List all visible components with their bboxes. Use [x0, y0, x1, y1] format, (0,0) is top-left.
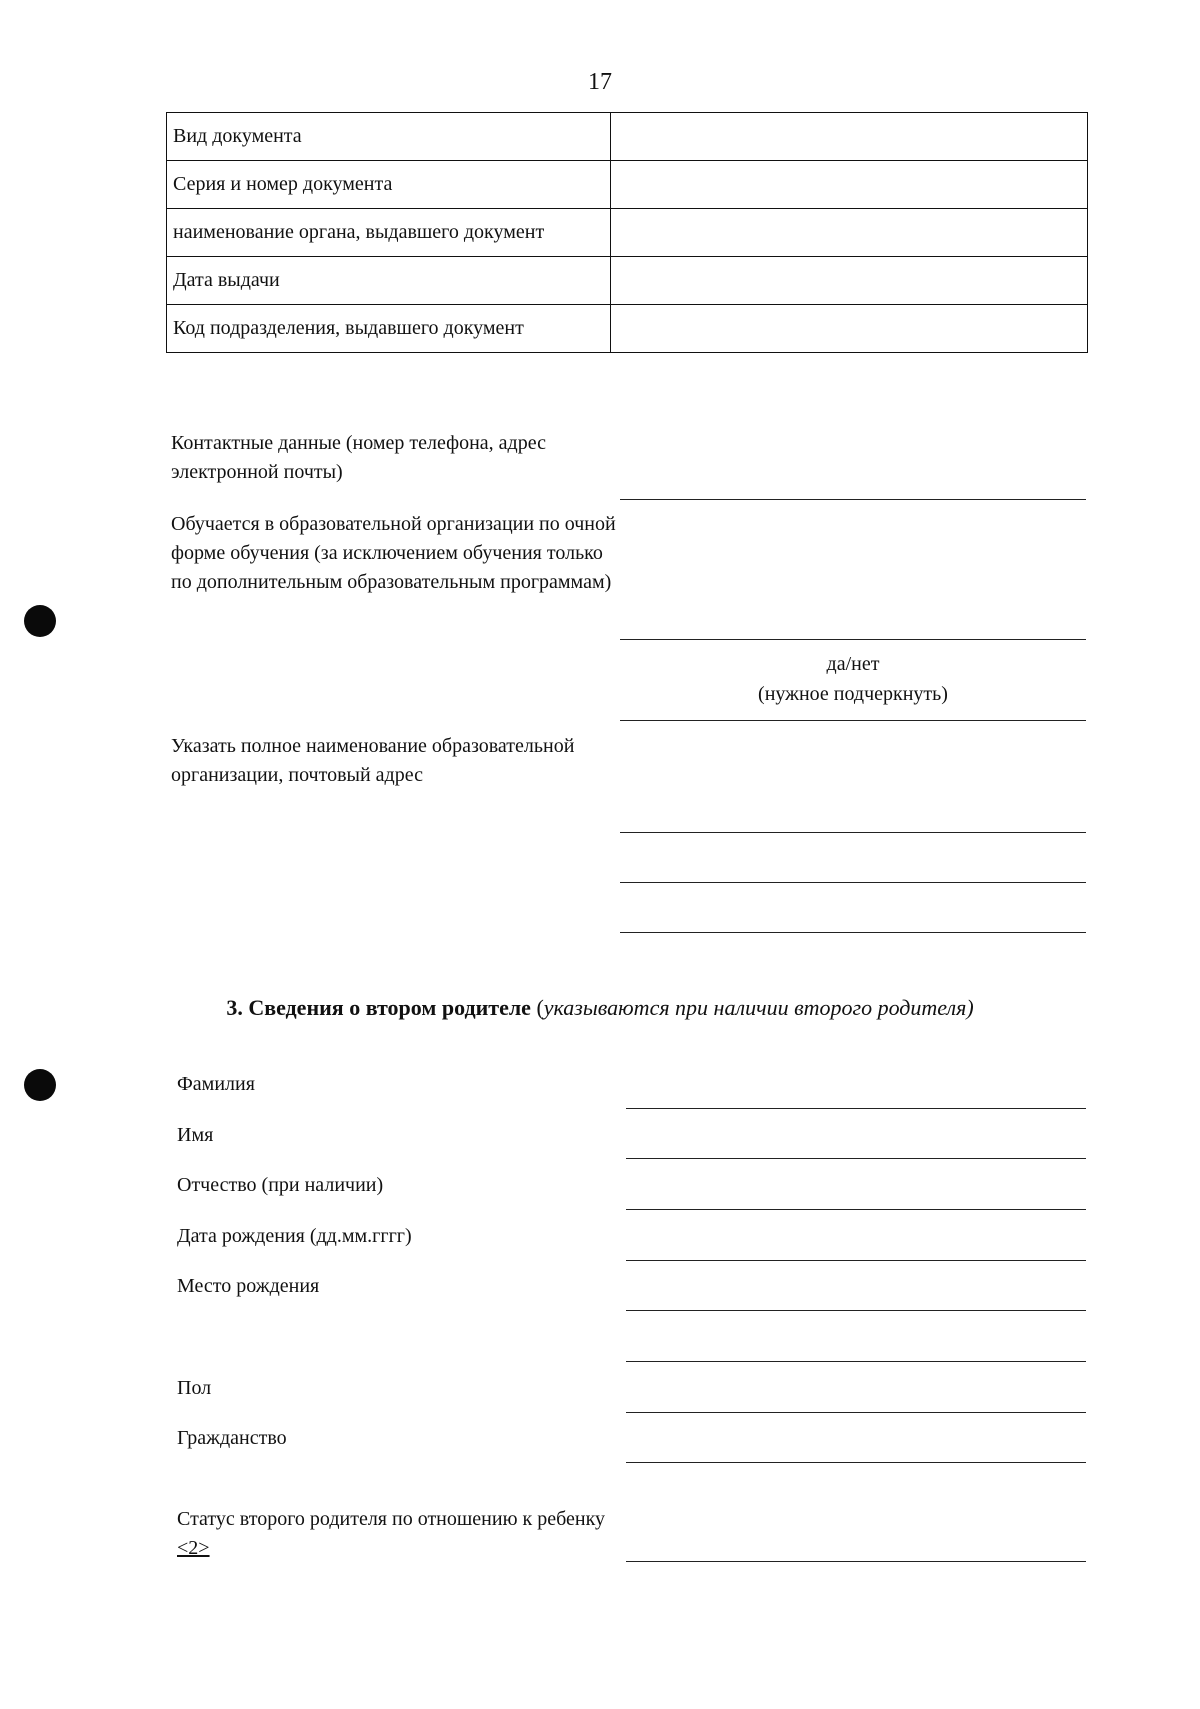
status-label	[177, 1505, 607, 1563]
surname-underline[interactable]	[626, 1108, 1086, 1109]
table-row	[167, 209, 1088, 257]
doc-division-code-value[interactable]	[611, 305, 1088, 353]
document-table	[166, 112, 1088, 353]
doc-series-label: Серия и номер документа	[167, 161, 611, 209]
study-label: Обучается в образовательной организации по очной форме обучения (за исключением обучения только по дополнительным образовательным программам)	[171, 513, 616, 593]
birth-place-label: Место рождения	[177, 1275, 320, 1297]
punch-hole-icon	[24, 1069, 56, 1101]
org-value[interactable]	[620, 800, 1086, 829]
surname-label: Фамилия	[177, 1073, 255, 1095]
sex-label: Пол	[177, 1377, 212, 1399]
table-row	[167, 161, 1088, 209]
section-title-italic: указываются при наличии второго родителя)	[543, 995, 974, 1020]
patronymic-underline[interactable]	[626, 1209, 1086, 1210]
patronymic-label: Отчество (при наличии)	[177, 1174, 384, 1196]
sex-underline[interactable]	[626, 1412, 1086, 1413]
citizenship-label: Гражданство	[177, 1427, 287, 1449]
study-options: да/нет	[826, 653, 880, 675]
birth-date-underline[interactable]	[626, 1260, 1086, 1261]
study-hint: (нужное подчеркнуть)	[758, 683, 948, 705]
contacts-label: Контактные данные (номер телефона, адрес электронной почты)	[171, 432, 546, 483]
org-underline-2	[620, 882, 1086, 883]
section-title-bold: 3. Сведения о втором родителе	[226, 995, 531, 1020]
study-hint-underline	[620, 720, 1086, 721]
birth-place-underline-1[interactable]	[626, 1310, 1086, 1311]
status-underline[interactable]	[626, 1561, 1086, 1562]
birth-place-underline-2[interactable]	[626, 1361, 1086, 1362]
doc-issue-date-value[interactable]	[611, 257, 1088, 305]
table-row	[167, 113, 1088, 161]
table-row	[167, 257, 1088, 305]
footnote-ref-link[interactable]: <2>	[177, 1537, 210, 1559]
birth-date-label: Дата рождения (дд.мм.гггг)	[177, 1225, 412, 1247]
name-underline[interactable]	[626, 1158, 1086, 1159]
name-label: Имя	[177, 1124, 214, 1146]
section-title	[0, 995, 1200, 1021]
doc-issuer-label: наименование органа, выдавшего документ	[167, 209, 611, 257]
org-underline-1	[620, 832, 1086, 833]
status-text: Статус второго родителя по отношению к ребенку	[177, 1508, 606, 1530]
doc-issuer-value[interactable]	[611, 209, 1088, 257]
contacts-value[interactable]	[620, 466, 1086, 495]
section-title-paren: (	[536, 995, 544, 1020]
citizenship-underline[interactable]	[626, 1462, 1086, 1463]
page-number: 17	[588, 69, 612, 95]
doc-series-value[interactable]	[611, 161, 1088, 209]
doc-type-label: Вид документа	[167, 113, 611, 161]
study-value[interactable]	[620, 606, 1086, 635]
org-label: Указать полное наименование образовательной организации, почтовый адрес	[171, 735, 575, 786]
org-underline-3	[620, 932, 1086, 933]
contacts-underline	[620, 499, 1086, 500]
study-underline	[620, 639, 1086, 640]
punch-hole-icon	[24, 605, 56, 637]
doc-issue-date-label: Дата выдачи	[167, 257, 611, 305]
doc-type-value[interactable]	[611, 113, 1088, 161]
doc-division-code-label: Код подразделения, выдавшего документ	[167, 305, 611, 353]
table-row	[167, 305, 1088, 353]
